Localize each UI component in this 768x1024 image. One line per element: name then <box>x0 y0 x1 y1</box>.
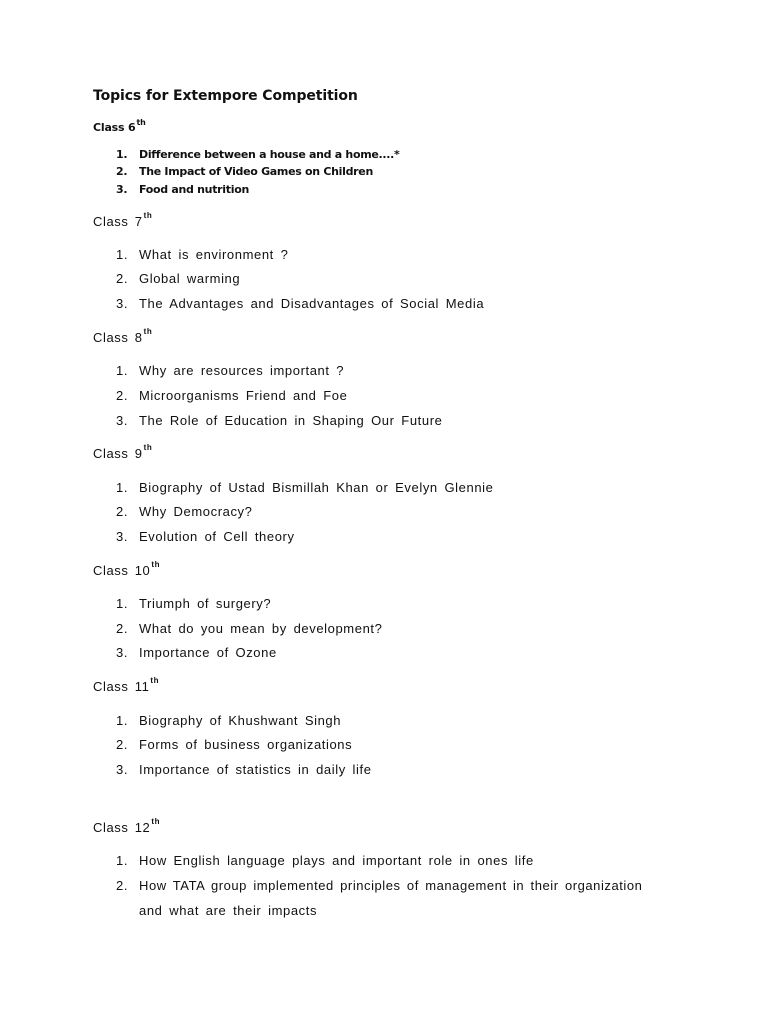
class-8-superscript: th <box>143 327 153 336</box>
topic-text: Food and nutrition <box>139 183 249 196</box>
class-12-superscript: th <box>151 817 161 826</box>
item-number: 2. <box>116 621 129 636</box>
item-number: 2. <box>116 737 129 752</box>
class-8-heading <box>93 327 153 345</box>
class-12-heading <box>93 817 161 835</box>
item-number: 1. <box>116 853 129 868</box>
class-7-label: Class 7 <box>93 214 143 229</box>
item-number: 3. <box>116 529 129 544</box>
item-number: 1. <box>116 148 128 161</box>
class-7-superscript: th <box>143 211 153 220</box>
item-number: 2. <box>116 504 129 519</box>
class-11-superscript: th <box>150 676 160 685</box>
class-9-heading <box>93 443 153 461</box>
item-number: 2. <box>116 271 129 286</box>
item-number: 1. <box>116 363 129 378</box>
class-10-superscript: th <box>151 560 161 569</box>
class-10-label: Class 10 <box>93 563 151 578</box>
topic-text: Importance of statistics in daily life <box>139 762 372 777</box>
topic-text: What do you mean by development? <box>139 621 383 636</box>
topic-text: Biography of Ustad Bismillah Khan or Evelyn Glennie <box>139 480 494 495</box>
item-number: 1. <box>116 247 129 262</box>
class-11-label: Class 11 <box>93 679 150 694</box>
item-number: 3. <box>116 645 129 660</box>
topic-text: Forms of business organizations <box>139 737 353 752</box>
item-number: 2. <box>116 165 128 178</box>
class-10-heading <box>93 560 161 578</box>
class-9-superscript: th <box>143 443 153 452</box>
topic-text: How English language plays and important role in ones life <box>139 853 534 868</box>
item-number: 1. <box>116 480 129 495</box>
topic-text: Why are resources important ? <box>139 363 345 378</box>
item-number: 1. <box>116 713 129 728</box>
class-6-label: Class 6 <box>93 121 136 134</box>
topic-text: Evolution of Cell theory <box>139 529 295 544</box>
class-6-superscript: th <box>136 118 146 127</box>
topic-text: The Advantages and Disadvantages of Social Media <box>139 296 485 311</box>
topic-text: Difference between a house and a home....* <box>139 148 400 161</box>
item-number: 3. <box>116 413 129 428</box>
topic-text: Why Democracy? <box>139 504 253 519</box>
class-9-label: Class 9 <box>93 446 143 461</box>
topic-text: The Impact of Video Games on Children <box>139 165 373 178</box>
class-7-heading <box>93 211 153 229</box>
item-number: 1. <box>116 596 129 611</box>
topic-text-continuation: and what are their impacts <box>139 903 318 918</box>
topic-text: Global warming <box>139 271 241 286</box>
topic-text: What is environment ? <box>139 247 289 262</box>
document-title: Topics for Extempore Competition <box>93 88 358 104</box>
topic-text: Biography of Khushwant Singh <box>139 713 342 728</box>
item-number: 2. <box>116 388 129 403</box>
class-11-heading <box>93 676 160 694</box>
topic-text: Microorganisms Friend and Foe <box>139 388 348 403</box>
class-8-label: Class 8 <box>93 330 143 345</box>
class-6-heading <box>93 118 146 134</box>
item-number: 3. <box>116 762 129 777</box>
item-number: 2. <box>116 878 129 893</box>
item-number: 3. <box>116 183 128 196</box>
topic-text: How TATA group implemented principles of management in their organization <box>139 878 643 893</box>
topic-text: Importance of Ozone <box>139 645 277 660</box>
class-12-label: Class 12 <box>93 820 151 835</box>
topic-text: The Role of Education in Shaping Our Future <box>139 413 443 428</box>
topic-text: Triumph of surgery? <box>139 596 272 611</box>
item-number: 3. <box>116 296 129 311</box>
